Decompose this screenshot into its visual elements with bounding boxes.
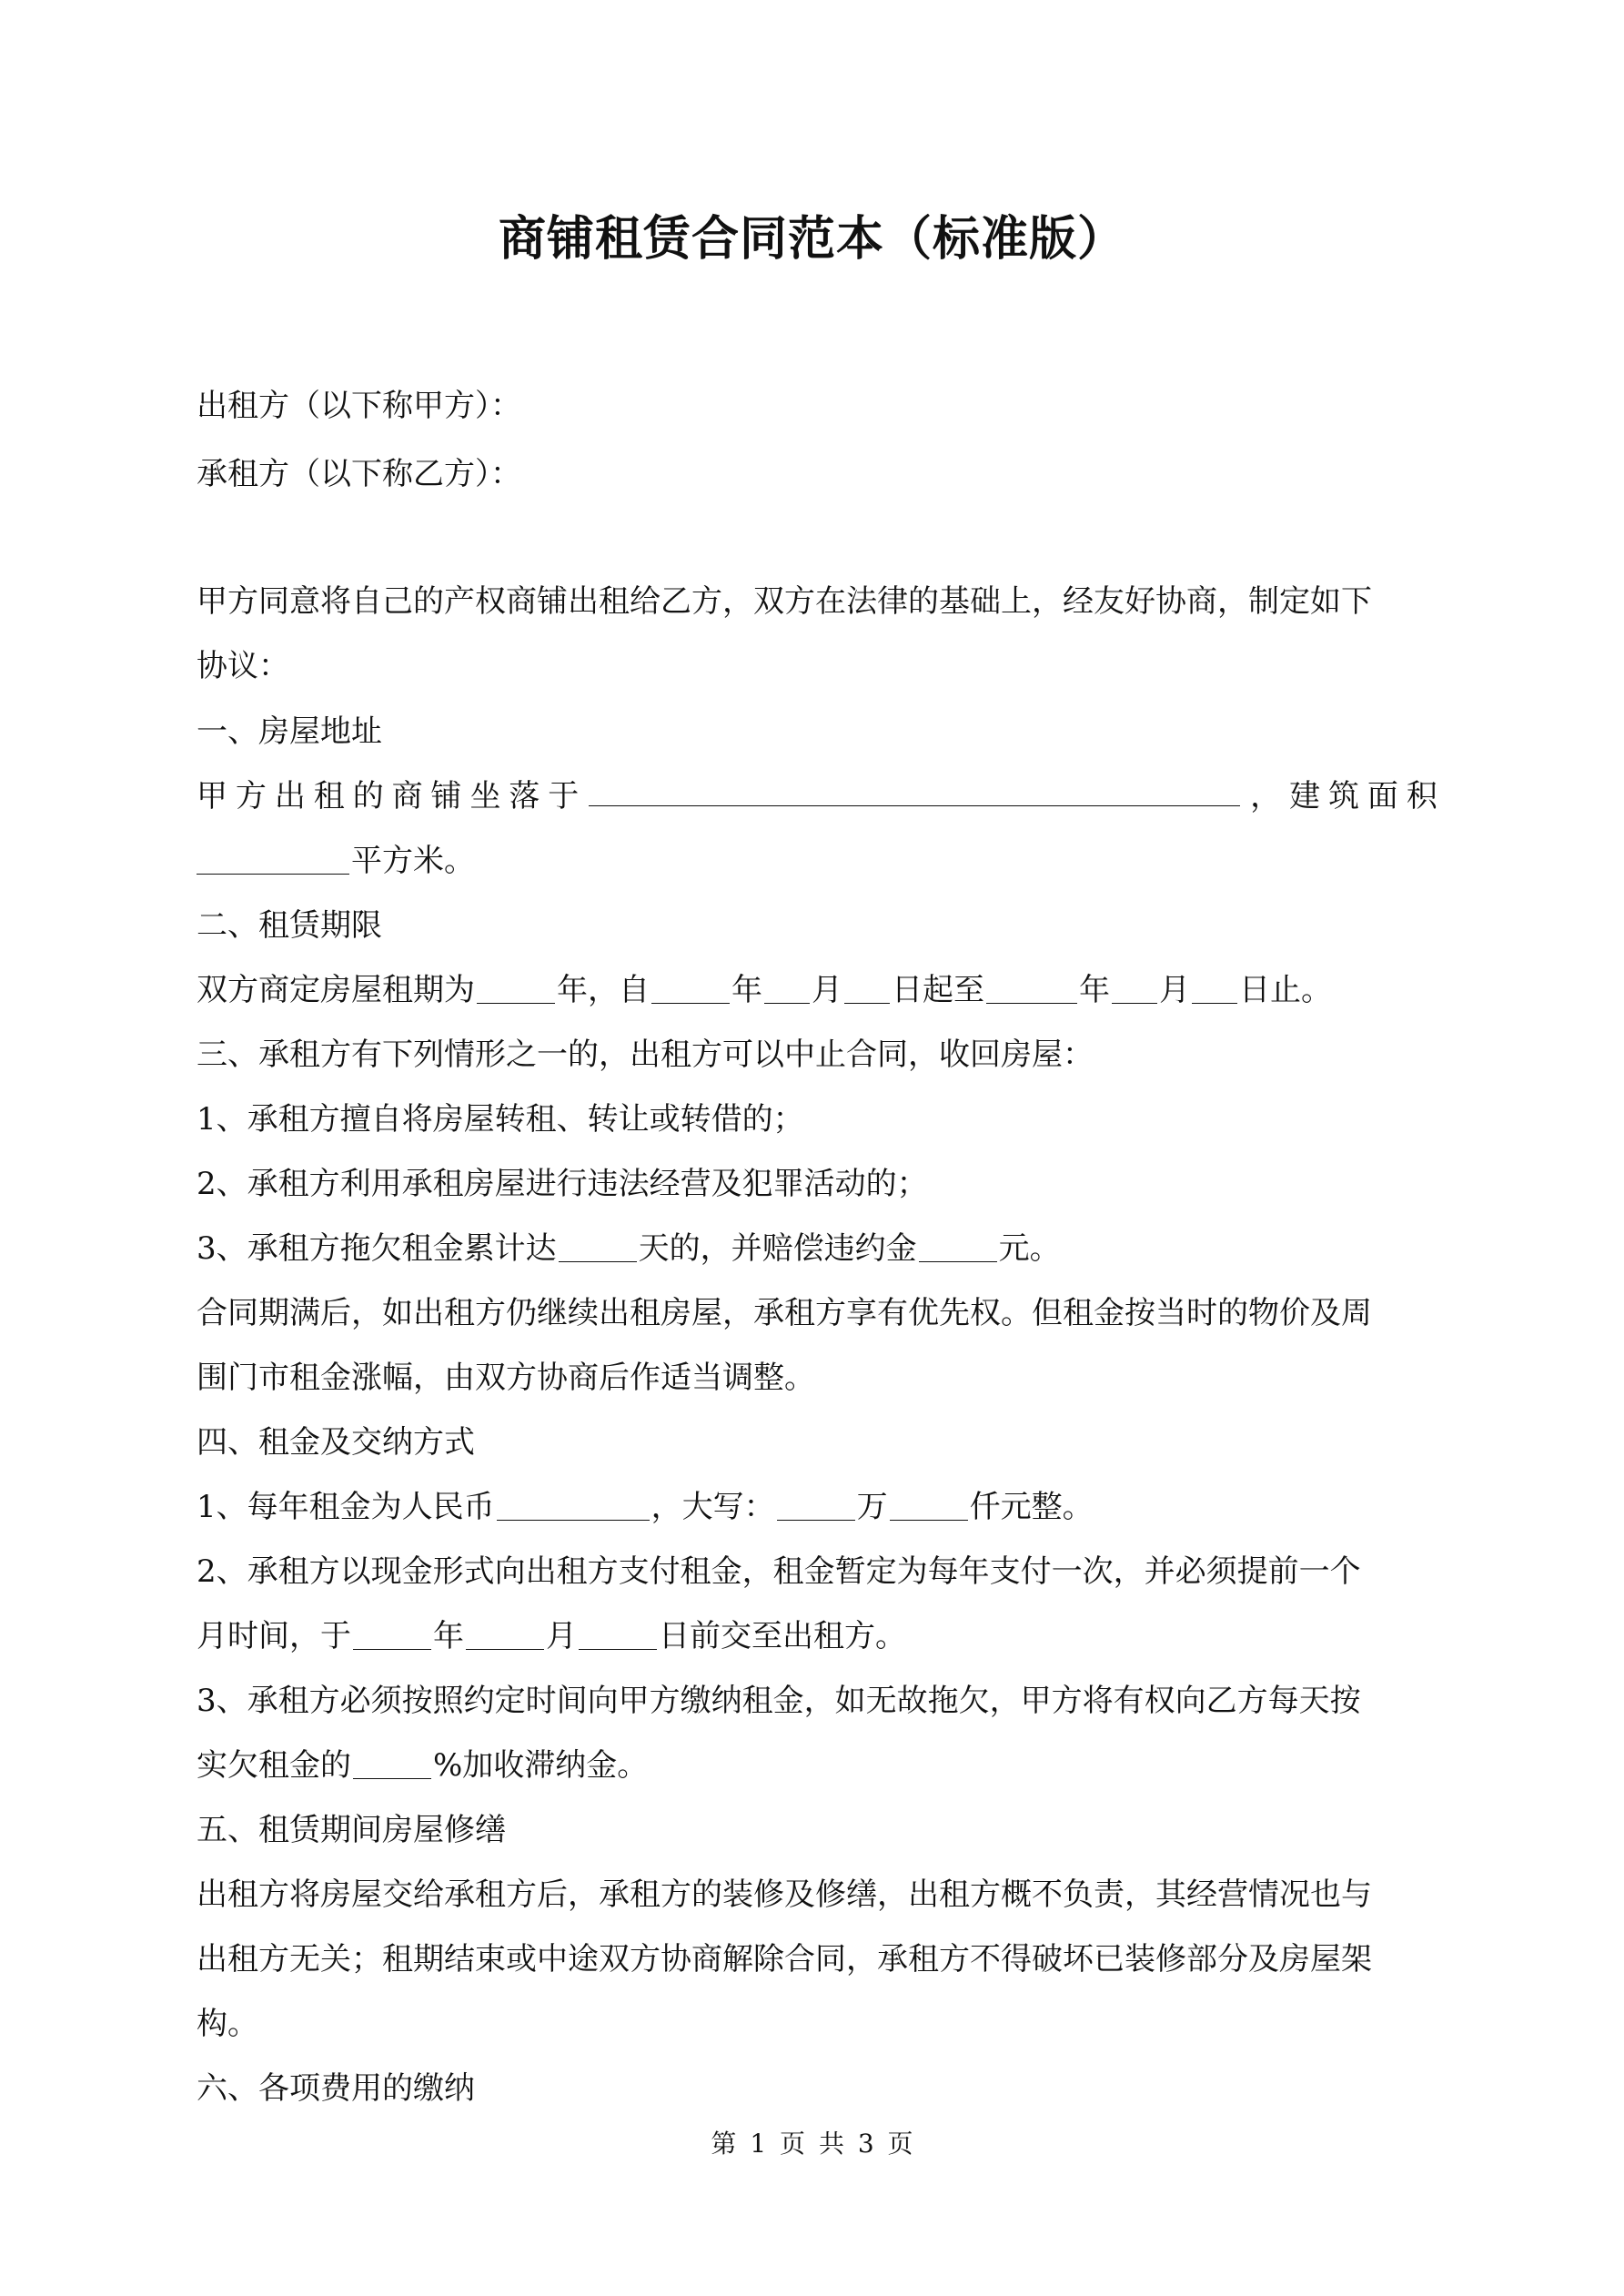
address-char: 商 (391, 778, 423, 814)
area-char: 建 (1289, 778, 1321, 814)
item-text: 1、每年租金为人民币 (197, 1489, 495, 1525)
term-years-blank[interactable] (477, 972, 555, 1004)
end-day-blank[interactable] (1192, 972, 1237, 1004)
address-char: 落 (509, 778, 540, 814)
section-4-item-3-line-2 (197, 1744, 1437, 1787)
pay-day-blank[interactable] (579, 1618, 657, 1650)
item-text: 月时间，于 (197, 1618, 351, 1654)
lessee-line: 承租方（以下称乙方）： (197, 456, 521, 492)
penalty-amount-blank[interactable] (919, 1230, 997, 1262)
term-text: 日止。 (1239, 972, 1332, 1008)
term-text: 月 (812, 972, 842, 1008)
area-blank[interactable] (197, 843, 349, 875)
page-footer: 第 1 页 共 3 页 (711, 2129, 913, 2159)
item-text: 实欠租金的 (197, 1747, 351, 1784)
section-3-heading: 三、承租方有下列情形之一的，出租方可以中止合同，收回房屋： (197, 1037, 1094, 1073)
item-text: 3、承租方拖欠租金累计达 (197, 1230, 557, 1267)
term-text: 年 (1079, 972, 1110, 1008)
lessor-line: 出租方（以下称甲方）： (197, 388, 521, 424)
intro-line-2: 协议： (197, 648, 289, 684)
term-text: 月 (1159, 972, 1190, 1008)
section-4-heading: 四、租金及交纳方式 (197, 1424, 475, 1461)
section-2-heading: 二、租赁期限 (197, 907, 382, 944)
address-char: 甲 (197, 778, 227, 814)
address-char: 出 (274, 778, 306, 814)
rent-qian-blank[interactable] (890, 1489, 968, 1521)
section-3-note-line-1: 合同期满后，如出租方仍继续出租房屋，承租方享有优先权。但租金按当时的物价及周 (197, 1295, 1372, 1331)
term-text: 年，自 (557, 972, 650, 1008)
address-char: 的 (352, 778, 384, 814)
section-1-address-line (197, 774, 1437, 818)
address-char: 坐 (469, 778, 501, 814)
end-year-blank[interactable] (986, 972, 1077, 1004)
rent-wan-blank[interactable] (777, 1489, 855, 1521)
section-2-term-line (197, 968, 1437, 1012)
item-text: 月 (546, 1618, 577, 1654)
item-text: %加收滞纳金。 (433, 1747, 649, 1784)
section-1-area-line (197, 839, 1437, 883)
section-4-item-2-line-2 (197, 1614, 1437, 1658)
item-text: 日前交至出租方。 (659, 1618, 906, 1654)
late-fee-rate-blank[interactable] (353, 1747, 431, 1779)
start-month-blank[interactable] (764, 972, 810, 1004)
item-text: ，大写： (651, 1489, 775, 1525)
pay-year-blank[interactable] (353, 1618, 431, 1650)
section-4-item-1 (197, 1485, 1437, 1529)
section-1-heading: 一、房屋地址 (197, 713, 382, 750)
area-unit: 平方米。 (351, 843, 475, 879)
term-text: 日起至 (892, 972, 984, 1008)
section-4-item-2-line-1: 2、承租方以现金形式向出租方支付租金，租金暂定为每年支付一次，并必须提前一个 (197, 1553, 1361, 1590)
section-3-item-2: 2、承租方利用承租房屋进行违法经营及犯罪活动的； (197, 1166, 928, 1202)
section-5-heading: 五、租赁期间房屋修缮 (197, 1812, 506, 1848)
arrears-days-blank[interactable] (559, 1230, 637, 1262)
pay-month-blank[interactable] (466, 1618, 544, 1650)
address-char: 租 (313, 778, 345, 814)
area-char: 面 (1367, 778, 1398, 814)
start-day-blank[interactable] (844, 972, 890, 1004)
area-char: 积 (1406, 778, 1437, 814)
section-5-line-3: 构。 (197, 2006, 258, 2042)
address-char: 铺 (430, 778, 462, 814)
item-text: 元。 (998, 1230, 1061, 1267)
term-text: 年 (731, 972, 762, 1008)
section-3-item-1: 1、承租方擅自将房屋转租、转让或转借的； (197, 1101, 804, 1138)
section-3-item-3 (197, 1227, 1437, 1270)
address-blank[interactable] (589, 774, 1240, 806)
annual-rent-blank[interactable] (497, 1489, 650, 1521)
area-char: ， (1250, 778, 1282, 814)
section-3-note-line-2: 围门市租金涨幅，由双方协商后作适当调整。 (197, 1360, 815, 1396)
item-text: 年 (433, 1618, 464, 1654)
section-6-heading: 六、各项费用的缴纳 (197, 2070, 475, 2107)
section-5-line-1: 出租方将房屋交给承租方后，承租方的装修及修缮，出租方概不负责，其经营情况也与 (197, 1876, 1372, 1913)
address-char: 于 (548, 778, 580, 814)
item-text: 万 (856, 1489, 888, 1525)
document-title: 商铺租赁合同范本（标准版） (498, 211, 1125, 267)
intro-line-1: 甲方同意将自己的产权商铺出租给乙方，双方在法律的基础上，经友好协商，制定如下 (197, 583, 1372, 620)
start-year-blank[interactable] (651, 972, 730, 1004)
term-text: 双方商定房屋租期为 (197, 972, 475, 1008)
end-month-blank[interactable] (1112, 972, 1157, 1004)
section-4-item-3-line-1: 3、承租方必须按照约定时间向甲方缴纳租金，如无故拖欠，甲方将有权向乙方每天按 (197, 1683, 1361, 1719)
address-char: 方 (235, 778, 267, 814)
area-char: 筑 (1327, 778, 1359, 814)
section-5-line-2: 出租方无关；租期结束或中途双方协商解除合同，承租方不得破坏已装修部分及房屋架 (197, 1941, 1372, 1977)
item-text: 仟元整。 (969, 1489, 1094, 1525)
item-text: 天的，并赔偿违约金 (638, 1230, 917, 1267)
